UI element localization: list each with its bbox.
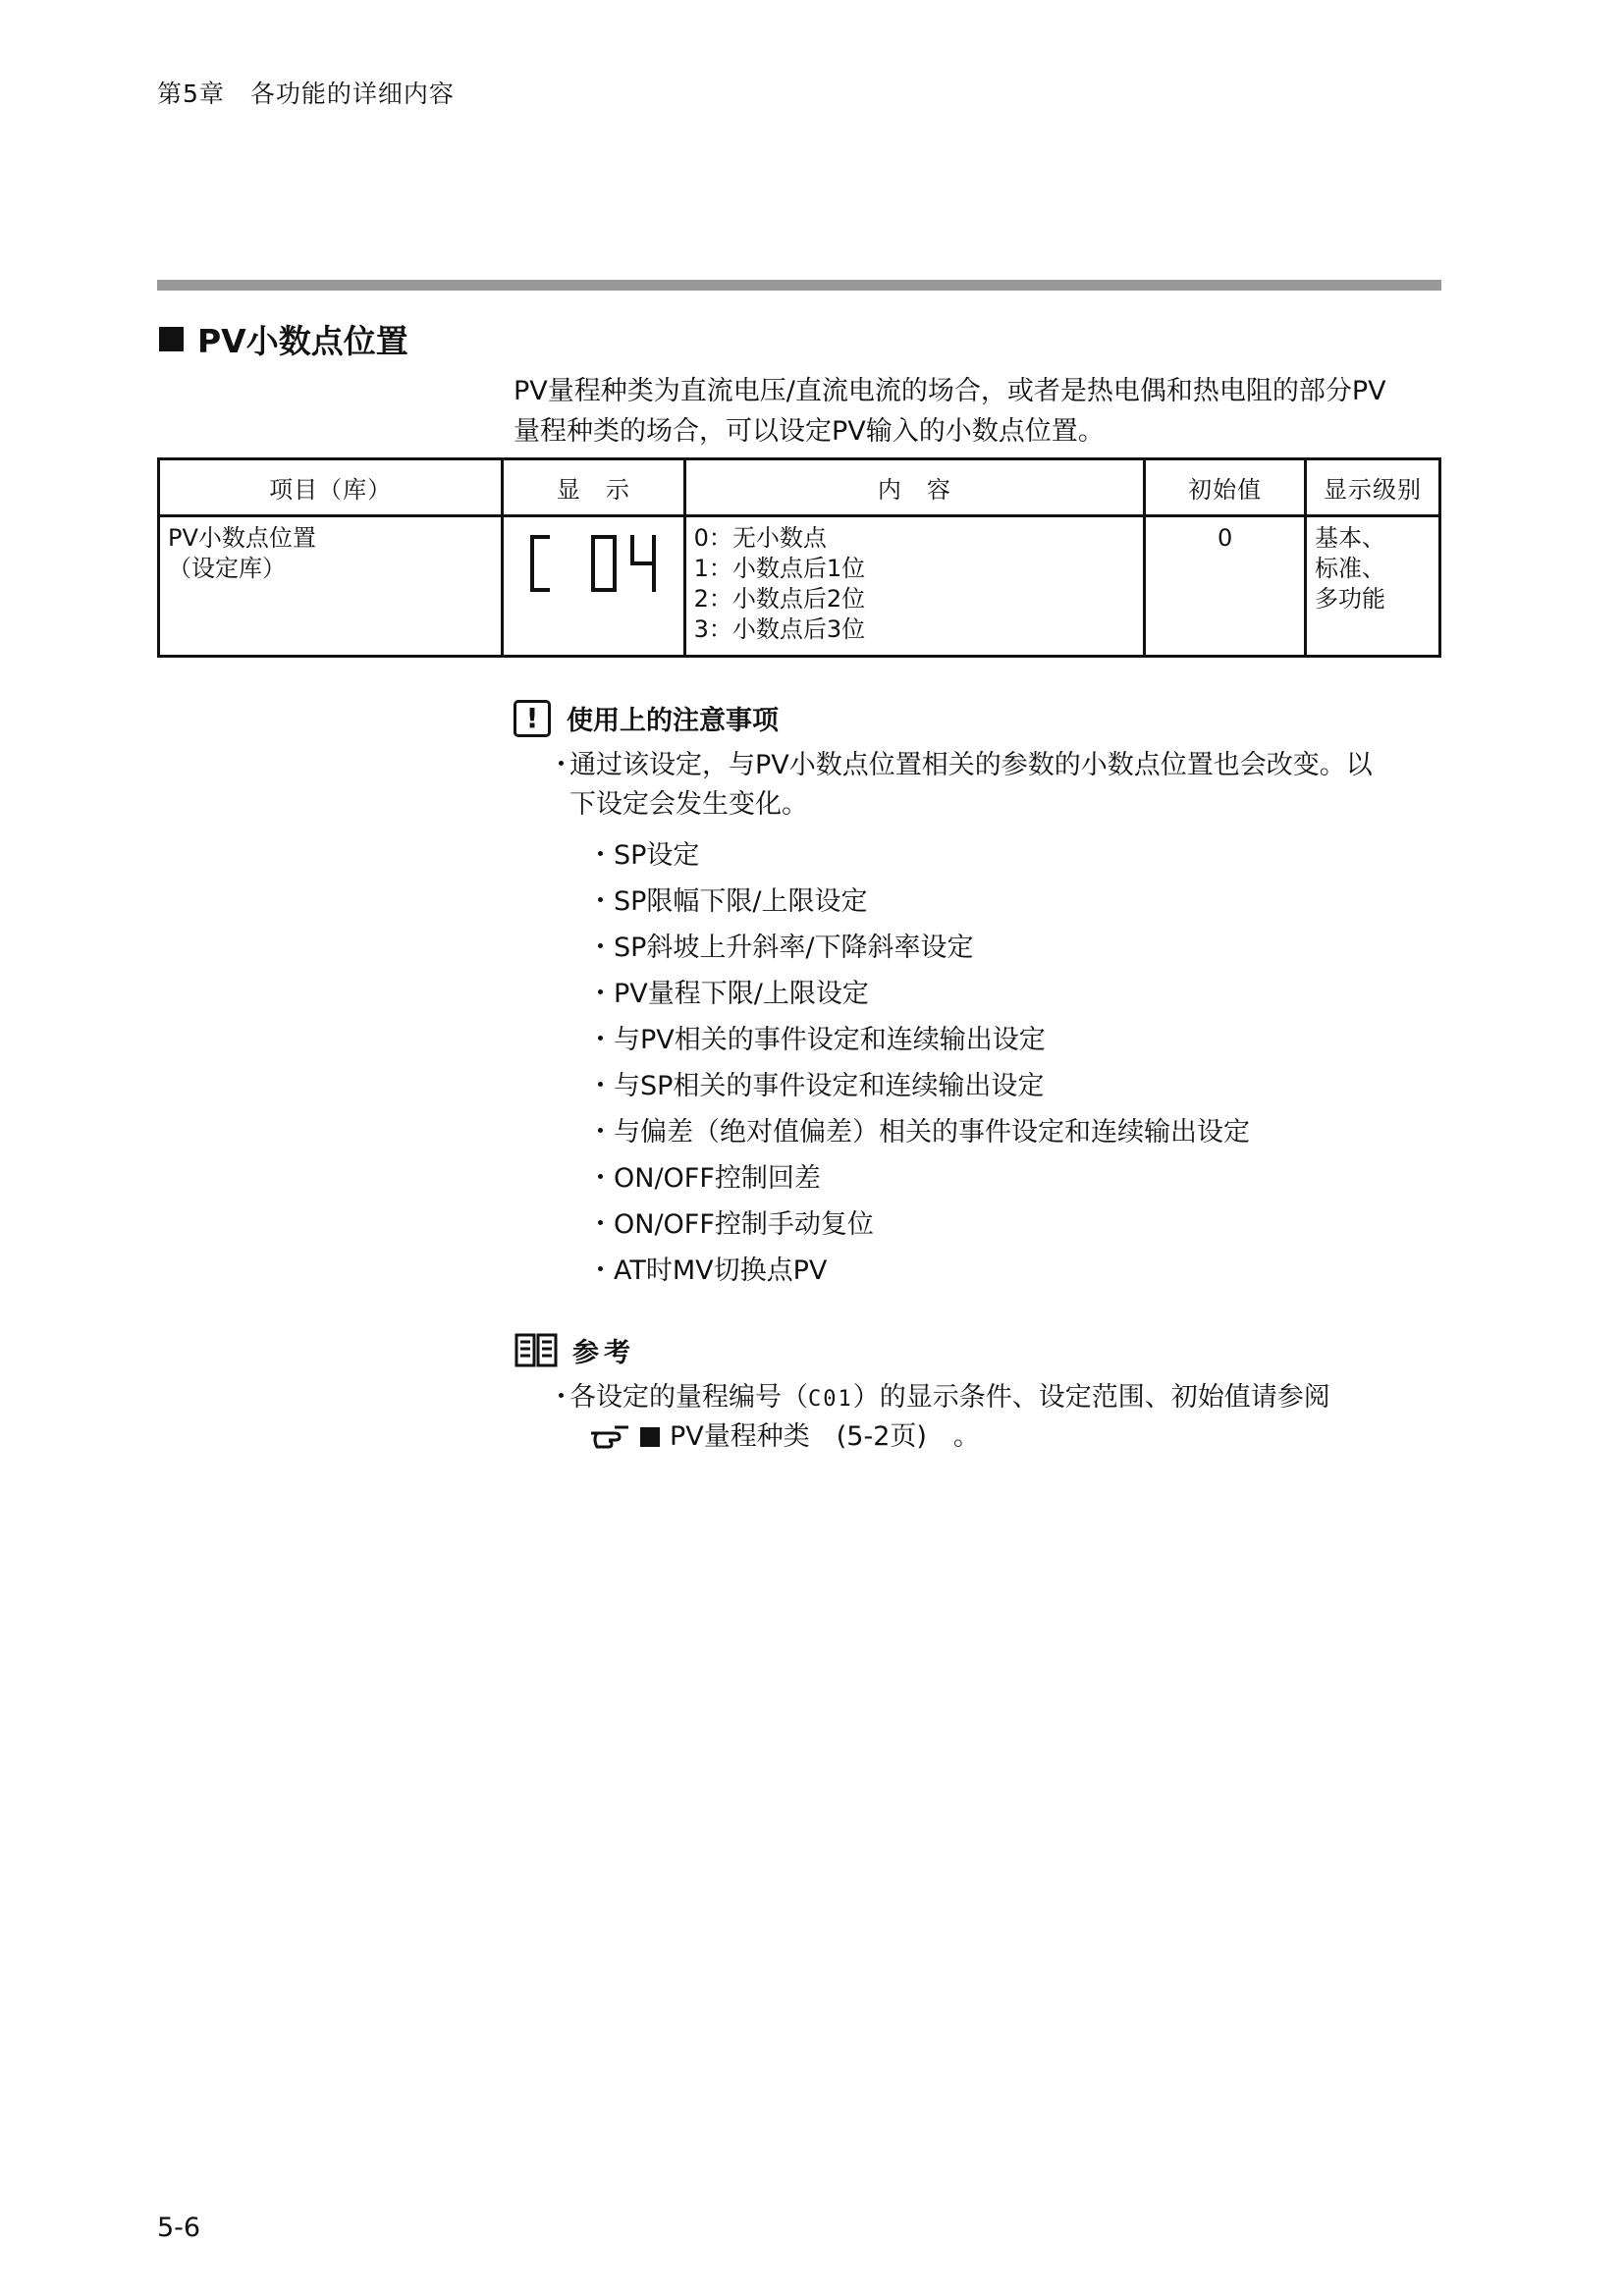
table-header-row — [159, 459, 1440, 516]
level-standard: 标准、 — [1314, 555, 1385, 582]
range-code: C01 — [808, 1387, 853, 1412]
item-name: PV小数点位置 — [168, 524, 316, 552]
level-multi: 多功能 — [1314, 585, 1385, 613]
list-item: ・SP设定 — [587, 840, 700, 871]
intro-line-2: 量程种类的场合，可以设定PV输入的小数点位置。 — [514, 416, 1105, 447]
cell-initial: 0 — [1145, 516, 1306, 657]
list-item: ・与PV相关的事件设定和连续输出设定 — [587, 1025, 1046, 1055]
option-2: 2：小数点后2位 — [693, 585, 866, 613]
reference-text-after: ）的显示条件、设定范围、初始值请参阅 — [852, 1382, 1330, 1413]
affected-settings-list — [587, 832, 1250, 1294]
book-icon — [514, 1330, 559, 1369]
list-item: ・SP斜坡上升斜率/下降斜率设定 — [587, 933, 974, 963]
intro-paragraph — [514, 371, 1441, 452]
list-item: ・与SP相关的事件设定和连续输出设定 — [587, 1071, 1045, 1101]
notice-heading — [514, 699, 779, 737]
list-item: ・SP限幅下限/上限设定 — [587, 886, 868, 917]
list-item: ・ON/OFF控制手动复位 — [587, 1209, 874, 1240]
section-heading — [159, 316, 408, 362]
parameter-table — [157, 457, 1441, 658]
option-3: 3：小数点后3位 — [693, 615, 866, 643]
option-0: 0：无小数点 — [693, 524, 827, 552]
reference-title: 参考 — [572, 1337, 635, 1368]
reference-link[interactable] — [589, 1417, 980, 1457]
level-basic: 基本、 — [1314, 524, 1385, 552]
list-item: ・与偏差（绝对值偏差）相关的事件设定和连续输出设定 — [587, 1117, 1250, 1148]
cell-item — [159, 516, 503, 657]
reference-heading — [514, 1330, 635, 1369]
square-bullet-icon — [159, 327, 184, 351]
section-divider — [157, 280, 1441, 291]
notice-bullet — [548, 746, 1443, 825]
reference-text-before: 各设定的量程编号（ — [569, 1382, 808, 1413]
seven-segment-display-icon — [524, 531, 662, 596]
bullet-mark: ・ — [548, 1382, 574, 1413]
reference-bullet — [548, 1378, 1330, 1419]
section-title: PV小数点位置 — [197, 322, 408, 360]
list-item: ・AT时MV切换点PV — [587, 1255, 828, 1286]
header-display: 显 示 — [503, 459, 684, 516]
cell-display — [503, 516, 684, 657]
list-item: ・ON/OFF控制回差 — [587, 1163, 821, 1194]
chapter-header: 第5章 各功能的详细内容 — [157, 80, 455, 108]
list-item: ・PV量程下限/上限设定 — [587, 979, 869, 1009]
warning-icon: ! — [514, 700, 551, 737]
notice-line-1: 通过该设定，与PV小数点位置相关的参数的小数点位置也会改变。以 — [569, 750, 1373, 780]
bullet-mark: ・ — [548, 750, 574, 780]
header-item: 项目（库） — [159, 459, 503, 516]
table-row — [159, 516, 1440, 657]
square-bullet-icon — [640, 1427, 660, 1447]
header-level: 显示级别 — [1305, 459, 1439, 516]
cell-level — [1305, 516, 1439, 657]
notice-line-2: 下设定会发生变化。 — [569, 789, 808, 820]
notice-title: 使用上的注意事项 — [567, 706, 779, 736]
header-contents: 内 容 — [684, 459, 1145, 516]
reference-link-text: PV量程种类 (5-2页) 。 — [670, 1421, 980, 1452]
header-initial: 初始值 — [1145, 459, 1306, 516]
page-number: 5-6 — [157, 2213, 201, 2243]
item-bank: （设定库） — [168, 555, 286, 582]
cell-contents — [684, 516, 1145, 657]
pointing-hand-icon — [589, 1423, 630, 1451]
option-1: 1：小数点后1位 — [693, 555, 866, 582]
intro-line-1: PV量程种类为直流电压/直流电流的场合，或者是热电偶和热电阻的部分PV — [514, 376, 1386, 406]
